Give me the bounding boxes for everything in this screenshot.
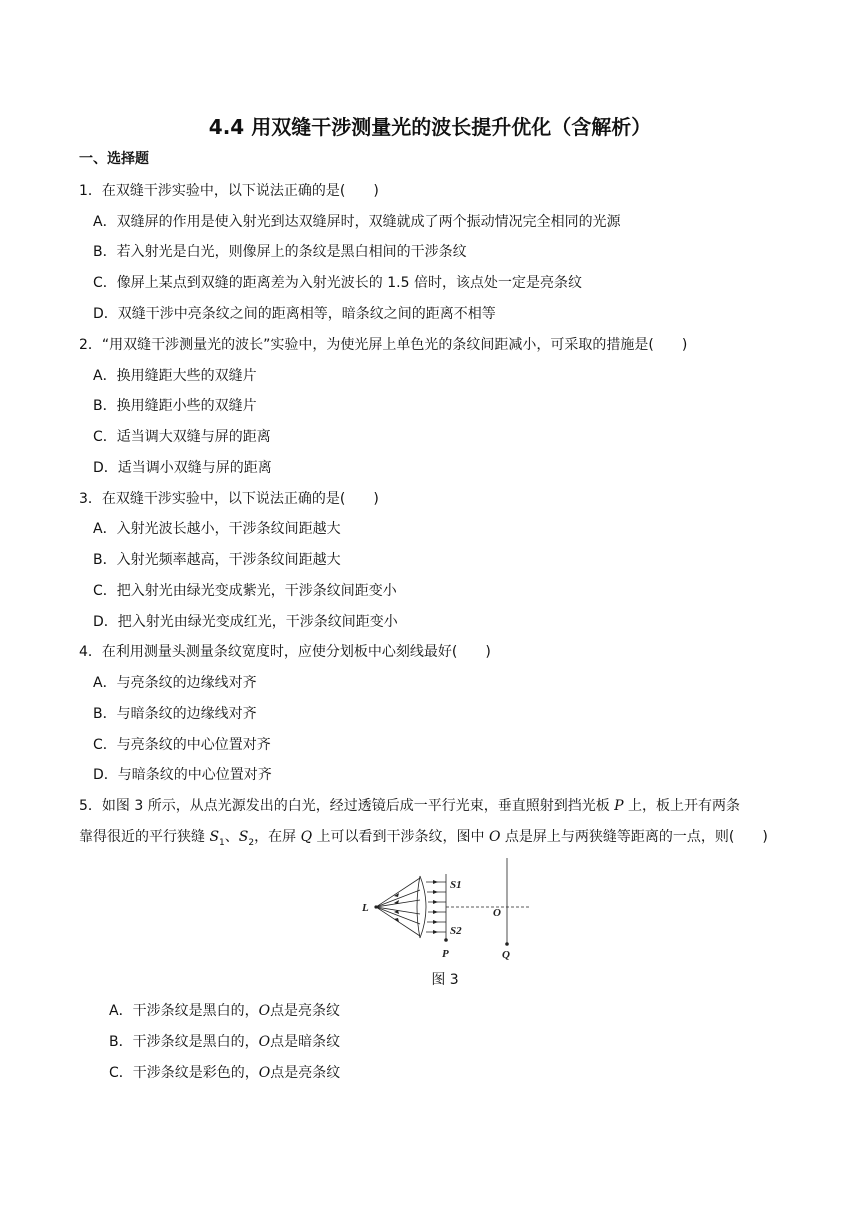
question-4-stem: 4．在利用测量头测量条纹宽度时，应使分划板中心刻线最好( ) bbox=[79, 644, 491, 660]
question-4-option-b: B．与暗条纹的边缘线对齐 bbox=[93, 706, 257, 722]
question-2-option-b: B．换用缝距小些的双缝片 bbox=[93, 398, 257, 414]
question-5-option-c: C．干涉条纹是彩色的，O点是亮条纹 bbox=[109, 1065, 341, 1081]
label-l: L bbox=[362, 902, 369, 914]
question-3-option-b: B．入射光频率越高，干涉条纹间距越大 bbox=[93, 552, 341, 568]
question-1-option-a: A．双缝屏的作用是使入射光到达双缝屏时，双缝就成了两个振动情况完全相同的光源 bbox=[93, 214, 621, 230]
question-4-option-c: C．与亮条纹的中心位置对齐 bbox=[93, 737, 271, 753]
label-s2: S2 bbox=[450, 925, 462, 937]
question-4-option-a: A．与亮条纹的边缘线对齐 bbox=[93, 675, 257, 691]
question-4-option-d: D．与暗条纹的中心位置对齐 bbox=[93, 767, 272, 783]
figure-caption: 图 3 bbox=[431, 972, 459, 988]
question-5-option-b: B．干涉条纹是黑白的，O点是暗条纹 bbox=[109, 1034, 341, 1050]
label-s1: S1 bbox=[450, 879, 462, 891]
label-o: O bbox=[493, 907, 501, 919]
question-3-stem: 3．在双缝干涉实验中，以下说法正确的是( ) bbox=[79, 491, 379, 507]
question-5-option-a: A．干涉条纹是黑白的，O点是亮条纹 bbox=[109, 1003, 341, 1019]
question-2-stem: 2．“用双缝干涉测量光的波长”实验中，为使光屏上单色光的条纹间距减小，可采取的措施是( ) bbox=[79, 337, 688, 353]
question-1-option-d: D．双缝干涉中亮条纹之间的距离相等，暗条纹之间的距离不相等 bbox=[93, 306, 496, 322]
question-3-option-a: A．入射光波长越小，干涉条纹间距越大 bbox=[93, 521, 341, 537]
question-1-option-b: B．若入射光是白光，则像屏上的条纹是黑白相间的干涉条纹 bbox=[93, 244, 467, 260]
question-1-stem: 1．在双缝干涉实验中，以下说法正确的是( ) bbox=[79, 183, 379, 199]
label-q: Q bbox=[502, 949, 510, 961]
question-2-option-a: A．换用缝距大些的双缝片 bbox=[93, 368, 257, 384]
document-title: 4.4 用双缝干涉测量光的波长提升优化（含解析） bbox=[208, 115, 652, 139]
section-heading: 一、选择题 bbox=[79, 151, 149, 167]
question-1-option-c: C．像屏上某点到双缝的距离差为入射光波长的 1.5 倍时，该点处一定是亮条纹 bbox=[93, 275, 582, 291]
question-5-stem-line-1: 5．如图 3 所示，从点光源发出的白光，经过透镜后成一平行光束，垂直照射到挡光板 P 上，板上开有两条 bbox=[79, 798, 741, 814]
question-2-option-c: C．适当调大双缝与屏的距离 bbox=[93, 429, 271, 445]
label-p: P bbox=[442, 948, 449, 960]
question-3-option-d: D．把入射光由绿光变成红光，干涉条纹间距变小 bbox=[93, 614, 398, 630]
question-3-option-c: C．把入射光由绿光变成紫光，干涉条纹间距变小 bbox=[93, 583, 397, 599]
double-slit-diagram bbox=[356, 856, 536, 964]
question-5-stem-line-2: 靠得很近的平行狭缝 $S_1$、$S_2$，在屏 Q 上可以看到干涉条纹，图中 O 点是屏上与两狭缝等距离的一点，则( ) bbox=[79, 829, 768, 848]
question-2-option-d: D．适当调小双缝与屏的距离 bbox=[93, 460, 272, 476]
